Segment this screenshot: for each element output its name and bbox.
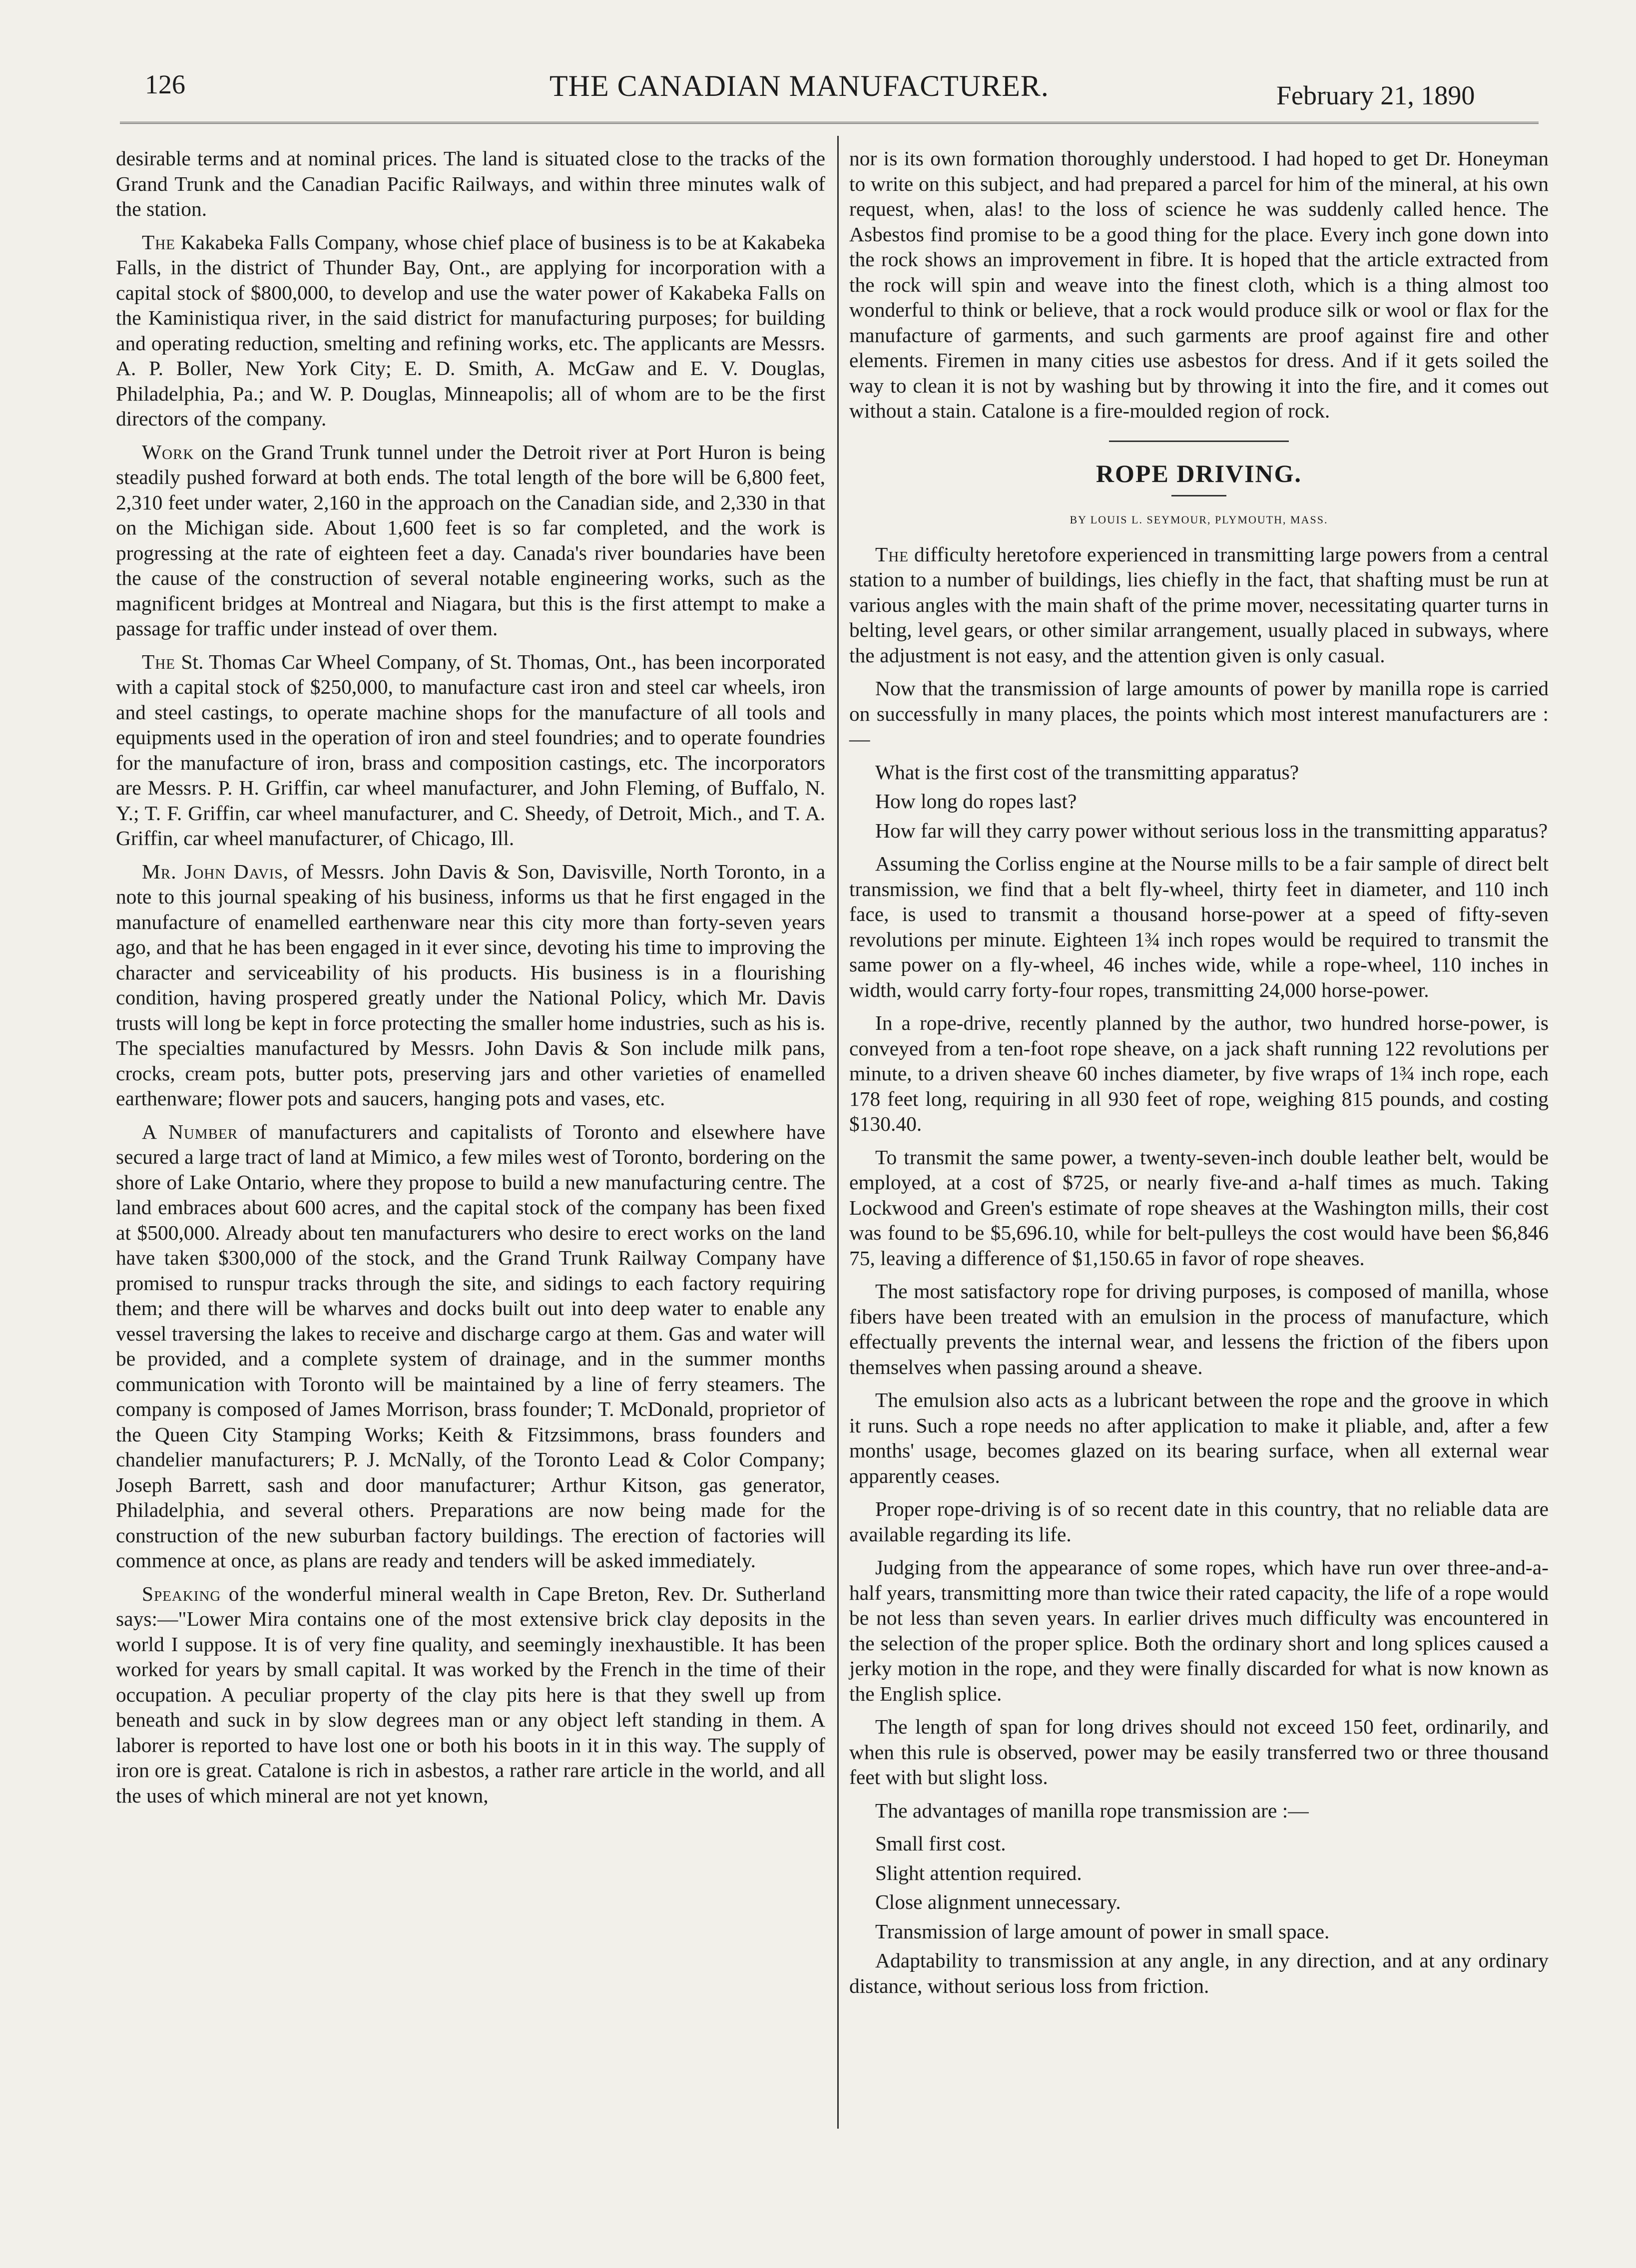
section-rule: [1109, 441, 1289, 442]
paragraph-text: on the Grand Trunk tunnel under the Detroit river at Port Huron is being steadily pushed forward at both ends. The total length of the bore will be 6,800 feet, 2,310 feet under water, 2,160 in the approach on the Canadian side, and 2,330 in that on the Michigan side. About 1,600 feet is so far completed, and the work is progressing at the rate of eighteen feet a day. Canada's river boundaries have been the cause of the construction of several notable engineering works, such as the magnificent bridges at Montreal and Niagara, but this is the first attempt to make a passage for traffic under instead of over them.: [116, 440, 825, 640]
paragraph-text: St. Thomas Car Wheel Company, of St. Thomas, Ont., has been incorporated with a capital stock of $250,000, to manufacture cast iron and steel car wheels, iron and steel castings, to operate machine shops for the manufacture of all tools and equipments used in the operation of iron and steel foundries; and to operate foundries for the manufacture of iron, brass and composition castings, etc. The incorporators are Messrs. P. H. Griffin, car wheel manufacturer, and John Fleming, of Buffalo, N. Y.; T. F. Griffin, car wheel manufacturer, and C. Sheedy, of Detroit, Mich., and T. A. Griffin, car wheel manufacturer, of Chicago, Ill.: [116, 650, 826, 850]
paragraph: [116, 1119, 825, 1573]
paragraph: [849, 542, 1549, 668]
journal-title: THE CANADIAN MANUFACTURER.: [549, 69, 1049, 102]
header-rule: [120, 122, 1539, 124]
paragraph: The most satisfactory rope for driving purposes, is composed of manilla, whose fibers have been treated with an emulsion in the process of manufacture, which effectually prevents the internal wear, and lessens the friction of the fibers upon themselves when passing around a sheave.: [849, 1280, 1549, 1378]
paragraph: Now that the transmission of large amounts of power by manilla rope is carried on successfully in many places, the points which most interest manufacturers are :—: [849, 677, 1549, 750]
paragraph-text: of the wonderful mineral wealth in Cape Breton, Rev. Dr. Sutherland says:—"Lower Mira contains one of the most extensive brick clay deposits in the world I suppose. It is of very fine quality, and seemingly inexhaustible. It has been worked for years by small capital. It was worked by the French in the time of their occupation. A peculiar property of the clay pits here is that they swell up from beneath and suck in by slow degrees man or any object left standing in them. A laborer is reported to have lost one or both his boots in it in this way. The supply of iron ore is great. Catalone is rich in asbestos, a rather rare article in the world, and all the uses of which mineral are not yet known,: [116, 1582, 826, 1807]
paragraph-text: of Messrs. John Davis & Son, Davisville, North Toronto, in a note to this journal speaking of his business, informs us that he first engaged in the manufacture of enamelled earthenware near this city more than forty-seven years ago, and that he has been engaged in it ever since, devoting his time to improving the character and serviceability of his products. His business is in a flourishing condition, having prospered greatly under the National Policy, which Mr. Davis trusts will long be kept in force protecting the smaller home industries, such as his is. The specialties manufactured by Messrs. John Davis & Son include milk pans, crocks, cream pots, butter pots, preserving jars and other varieties of enamelled earthenware; flower pots and saucers, hanging pots and vases, etc.: [116, 860, 826, 1110]
paragraph: Judging from the appearance of some ropes, which have run over three-and-a-half years, transmitting more than twice their rated capacity, the life of a rope would be not less than seven years. In earlier drives much difficulty was encountered in the selection of the proper splice. Both the ordinary short and long splices caused a jerky motion in the rope, and they were finally discarded for what is now known as the English splice.: [849, 1556, 1549, 1705]
paragraph-text: difficulty heretofore experienced in transmitting large powers from a central station to a number of buildings, lies chiefly in the fact, that shafting must be run at various angles with the main shaft of the prime mover, necessitating quarter turns in belting, level gears, or other similar arrangement, usually placed in subways, where the adjustment is not easy, and the attention given is only casual.: [849, 542, 1549, 667]
lead-word: Speaking: [142, 1582, 221, 1605]
byline: BY LOUIS L. SEYMOUR, PLYMOUTH, MASS.: [1070, 513, 1328, 526]
right-column: [849, 146, 1549, 2002]
paragraph: The advantages of manilla rope transmission are :—: [875, 1799, 1309, 1822]
list-item: Small first cost.: [875, 1832, 1006, 1855]
list-item: Slight attention required.: [875, 1861, 1082, 1884]
lead-word: The: [875, 542, 909, 566]
page-number: 126: [145, 69, 185, 99]
paragraph: [116, 649, 825, 851]
paragraph: [116, 859, 825, 1111]
paragraph: Proper rope-driving is of so recent date in this country, that no reliable data are available regarding its life.: [849, 1497, 1549, 1546]
paragraph-text: Kakabeka Falls Company, whose chief place of business is to be at Kakabeka Falls, in the district of Thunder Bay, Ont., are applying for incorporation with a capital stock of $800,000, to develop and use the water power of Kakabeka Falls on the Kaministiqua river, in the said district for manufacturing purposes; for building and operating reduction, smelting and refining works, etc. The applicants are Messrs. A. P. Boller, New York City; E. D. Smith, A. McGaw and E. V. Douglas, Philadelphia, Pa.; and W. P. Douglas, Minneapolis; all of whom are to be the first directors of the company.: [116, 230, 826, 430]
paragraph: To transmit the same power, a twenty-seven-inch double leather belt, would be employed, at a cost of $725, or nearly five-and a-half times as much. Taking Lockwood and Green's estimate of rope sheaves at the Washington mills, their cost was found to be $5,696.10, while for belt-pulleys the cost would have been $6,846 75, leaving a difference of $1,150.65 in favor of rope sheaves.: [849, 1145, 1549, 1270]
column-divider: [837, 136, 839, 2129]
question: What is the first cost of the transmitting apparatus?: [875, 760, 1299, 784]
paragraph: The length of span for long drives should not exceed 150 feet, ordinarily, and when this rule is observed, power may be easily transferred two or three thousand feet with but slight loss.: [849, 1715, 1549, 1789]
paragraph: [116, 230, 825, 432]
question: How far will they carry power without serious loss in the transmitting apparatus?: [875, 819, 1548, 842]
list-item: Adaptability to transmission at any angle, in any direction, and at any ordinary distance, without serious loss from friction.: [849, 1949, 1549, 1997]
issue-date: February 21, 1890: [1276, 80, 1475, 110]
lead-word: A Number: [142, 1120, 238, 1143]
lead-word: The: [142, 650, 176, 673]
article-title: ROPE DRIVING.: [1095, 459, 1302, 487]
title-rule: [1171, 495, 1226, 496]
left-column: [116, 146, 825, 1816]
paragraph: nor is its own formation thoroughly understood. I had hoped to get Dr. Honeyman to write on this subject, and had prepared a parcel for him of the mineral, at his own request, when, alas! to the loss of science he was suddenly called hence. The Asbestos find promise to be a good thing for the place. Every inch gone down into the rock shows an improvement in fibre. It is hoped that the article extracted from the rock will spin and weave into the finest cloth, which is a thing almost too wonderful to think or believe, that a rock would produce silk or wool or flax for the manufacture of garments, and such garments are proof against fire and other elements. Firemen in many cities use asbestos for dress. And if it gets soiled the way to clean it is not by washing but by throwing it into the fire, and it comes out without a stain. Catalone is a fire-moulded region of rock.: [849, 147, 1549, 422]
paragraph: Assuming the Corliss engine at the Nourse mills to be a fair sample of direct belt transmission, we find that a belt fly-wheel, thirty feet in diameter, and 110 inch face, is used to transmit a thousand horse-power at a speed of fifty-seven revolutions per minute. Eighteen 1¾ inch ropes would be required to transmit the same power on a fly-wheel, 46 inches wide, while a rope-wheel, 110 inches in width, would carry forty-four ropes, transmitting 24,000 horse-power.: [849, 852, 1549, 1001]
lead-word: Mr. John Davis,: [142, 860, 289, 883]
paragraph-text: of manufacturers and capitalists of Toronto and elsewhere have secured a large tract of land at Mimico, a few miles west of Toronto, bordering on the shore of Lake Ontario, where they propose to build a new manufacturing centre. The land embraces about 600 acres, and the capital stock of the company has been fixed at $500,000. Already about ten manufacturers who desire to erect works on the land have taken $300,000 of the stock, and the Grand Trunk Railway Company have promised to runspur tracks through the site, and sidings to each factory requiring them; and there will be wharves and docks built out into deep water to enable any vessel traversing the lakes to receive and discharge cargo at them. Gas and water will be provided, and a complete system of drainage, and in the summer months communication with Toronto will be maintained by a line of ferry steamers. The company is composed of James Morrison, brass founder; T. McDonald, proprietor of the Queen City Stamping Works; Keith & Fitzsimmons, brass founders and chandelier manufacturers; P. J. McNally, of the Toronto Lead & Color Company; Joseph Barrett, sash and door manufacturer; Arthur Kitson, gas generator, Philadelphia, and several others. Preparations are now being made for the construction of the new suburban factory buildings. The erection of factories will commence at once, as plans are ready and tenders will be asked immediately.: [116, 1120, 826, 1572]
lead-word: The: [142, 230, 176, 254]
list-item: Transmission of large amount of power in small space.: [875, 1919, 1330, 1943]
paragraph: desirable terms and at nominal prices. The land is situated close to the tracks of the Grand Trunk and the Canadian Pacific Railways, and within three minutes walk of the station.: [116, 147, 825, 220]
lead-word: Work: [142, 440, 194, 463]
paragraph: In a rope-drive, recently planned by the author, two hundred horse-power, is conveyed from a ten-foot rope sheave, on a jack shaft running 122 revolutions per minute, to a driven sheave 60 inches diameter, by five wraps of 1¾ inch rope, each 178 feet long, requiring in all 930 feet of rope, weighing 815 pounds, and costing $130.40.: [849, 1011, 1549, 1135]
paragraph: [116, 440, 825, 641]
list-item: Close alignment unnecessary.: [875, 1890, 1121, 1913]
paragraph: [116, 1581, 825, 1809]
paragraph: The emulsion also acts as a lubricant between the rope and the groove in which it runs. Such a rope needs no after application to make it pliable, and, after a few months' usage, becomes glazed on its bearing surface, when all external wear apparently ceases.: [849, 1388, 1549, 1487]
question: How long do ropes last?: [875, 790, 1077, 813]
